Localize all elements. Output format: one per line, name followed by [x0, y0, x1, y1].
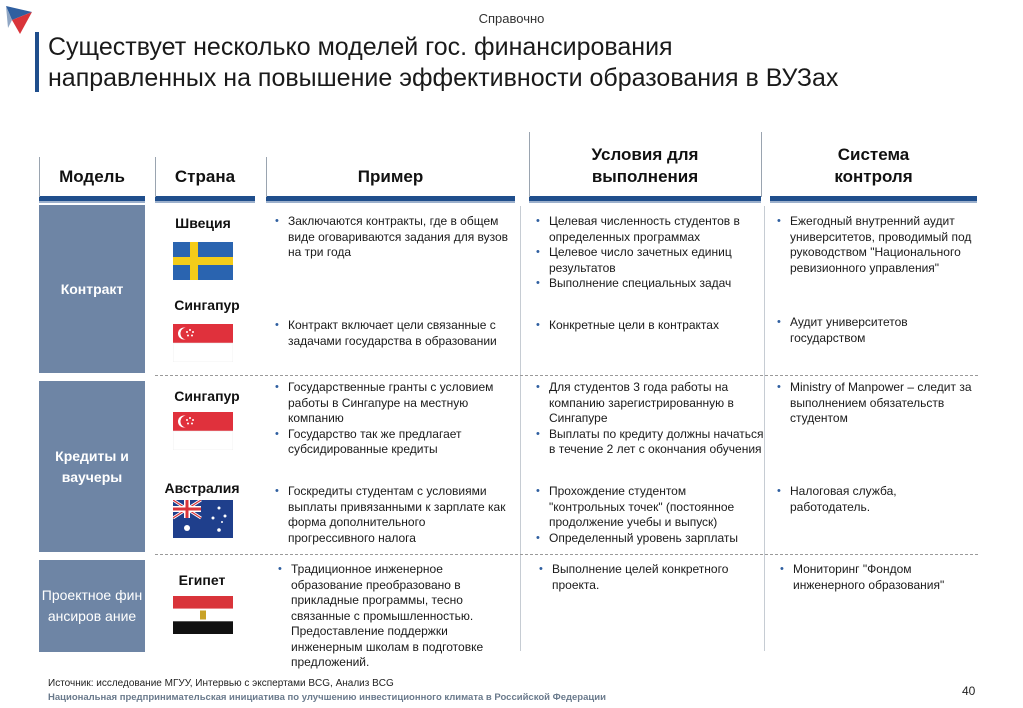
- list-item: • Мониторинг "Фондом инженерного образования": [777, 562, 977, 593]
- australia-flag-icon: [173, 500, 233, 538]
- singapore-flag-icon: [173, 412, 233, 450]
- country-sweden: Швеция: [175, 215, 231, 231]
- country-singapore: Сингапур: [174, 297, 240, 313]
- source-note: Источник: исследование МГУУ, Интервью с экспертами BCG, Анализ BCG: [48, 678, 394, 689]
- column-rule-example: [266, 196, 515, 201]
- control-cell: [774, 380, 986, 427]
- header-divider: [529, 132, 530, 197]
- example-cell: [275, 562, 512, 671]
- organization-footer: Национальная предпринимательская инициатива по улучшению инвестиционного климата в Российской Федерации: [48, 692, 606, 703]
- column-rule-model: [39, 196, 145, 201]
- list-item: • Для студентов 3 года работы на компанию зарегистрированную в Сингапуре: [533, 380, 765, 427]
- country-egypt: Египет: [178, 572, 226, 588]
- list-item: • Налоговая служба, работодатель.: [774, 484, 974, 515]
- list-item: • Определенный уровень зарплаты: [533, 531, 765, 547]
- column-rule-country: [155, 196, 255, 201]
- conditions-cell: [536, 562, 761, 593]
- column-header-conditions: Условия для выполнения: [591, 145, 699, 186]
- header-divider: [266, 157, 267, 197]
- model-credits: Кредиты и ваучеры: [39, 381, 145, 552]
- header-divider: [155, 157, 156, 197]
- control-cell: [777, 562, 977, 593]
- model-project: Проектное финансиров ание: [39, 560, 145, 652]
- control-cell: [774, 214, 984, 276]
- column-header-model: Модель: [59, 167, 125, 186]
- list-item: • Ежегодный внутренний аудит университетов, проводимый под руководством "Национального ревизионного управления": [774, 214, 984, 276]
- control-cell: [774, 484, 974, 515]
- column-guide: [520, 206, 521, 651]
- row-separator: [155, 375, 978, 376]
- conditions-cell: [533, 318, 765, 334]
- page-title: [48, 32, 1008, 94]
- example-cell: [272, 484, 512, 546]
- column-header-example: Пример: [357, 167, 424, 186]
- title-accent-bar: [35, 32, 39, 92]
- list-item: • Выплаты по кредиту должны начаться в течение 2 лет с окончания обучения: [533, 427, 765, 458]
- country-australia: Австралия: [164, 480, 240, 496]
- row-separator: [155, 554, 978, 555]
- reference-tag: Справочно: [478, 11, 545, 26]
- column-header-country: Страна: [174, 167, 236, 186]
- list-item: • Целевое число зачетных единиц результатов: [533, 245, 765, 276]
- list-item: • Конкретные цели в контрактах: [533, 318, 765, 334]
- list-item: • Целевая численность студентов в определенных программах: [533, 214, 765, 245]
- header-divider: [39, 157, 40, 197]
- example-cell: [272, 380, 512, 458]
- country-singapore: Сингапур: [174, 388, 240, 404]
- list-item: • Государственные гранты с условием работы в Сингапуре на местную компанию: [272, 380, 512, 427]
- header-divider: [761, 132, 762, 197]
- model-contract: Контракт: [39, 205, 145, 373]
- list-item: • Традиционное инженерное образование преобразовано в прикладные программы, тесно связанные с промышленностью. Предоставление поддержки инженерным школам в подготовке предложений.: [275, 562, 512, 671]
- list-item: • Аудит университетов государством: [774, 315, 974, 346]
- singapore-flag-icon: [173, 324, 233, 362]
- column-rule-conditions: [529, 196, 761, 201]
- title-line-1: Существует несколько моделей гос. финансирования: [48, 33, 673, 61]
- control-cell: [774, 315, 974, 346]
- list-item: • Ministry of Manpower – следит за выполнением обязательств студентом: [774, 380, 986, 427]
- title-line-2: направленных на повышение эффективности образования в ВУЗах: [48, 64, 839, 92]
- conditions-cell: [533, 214, 765, 292]
- list-item: • Контракт включает цели связанные с задачами государства в образовании: [272, 318, 512, 349]
- list-item: • Прохождение студентом "контрольных точек" (постоянное продолжение учебы и выпуск): [533, 484, 765, 531]
- conditions-cell: [533, 380, 765, 458]
- list-item: • Госкредиты студентам с условиями выплаты привязанными к зарплате как форма дополнительного прогрессивного налога: [272, 484, 512, 546]
- example-cell: [272, 318, 512, 349]
- conditions-cell: [533, 484, 765, 546]
- column-header-control: Система контроля: [834, 145, 913, 186]
- sweden-flag-icon: [173, 242, 233, 280]
- list-item: • Выполнение целей конкретного проекта.: [536, 562, 761, 593]
- egypt-flag-icon: [173, 596, 233, 634]
- column-rule-control: [770, 196, 977, 201]
- page-number: 40: [962, 684, 976, 698]
- list-item: • Выполнение специальных задач: [533, 276, 765, 292]
- example-cell: [272, 214, 512, 261]
- list-item: • Государство так же предлагает субсидированные кредиты: [272, 427, 512, 458]
- list-item: • Заключаются контракты, где в общем виде оговариваются задания для вузов на три года: [272, 214, 512, 261]
